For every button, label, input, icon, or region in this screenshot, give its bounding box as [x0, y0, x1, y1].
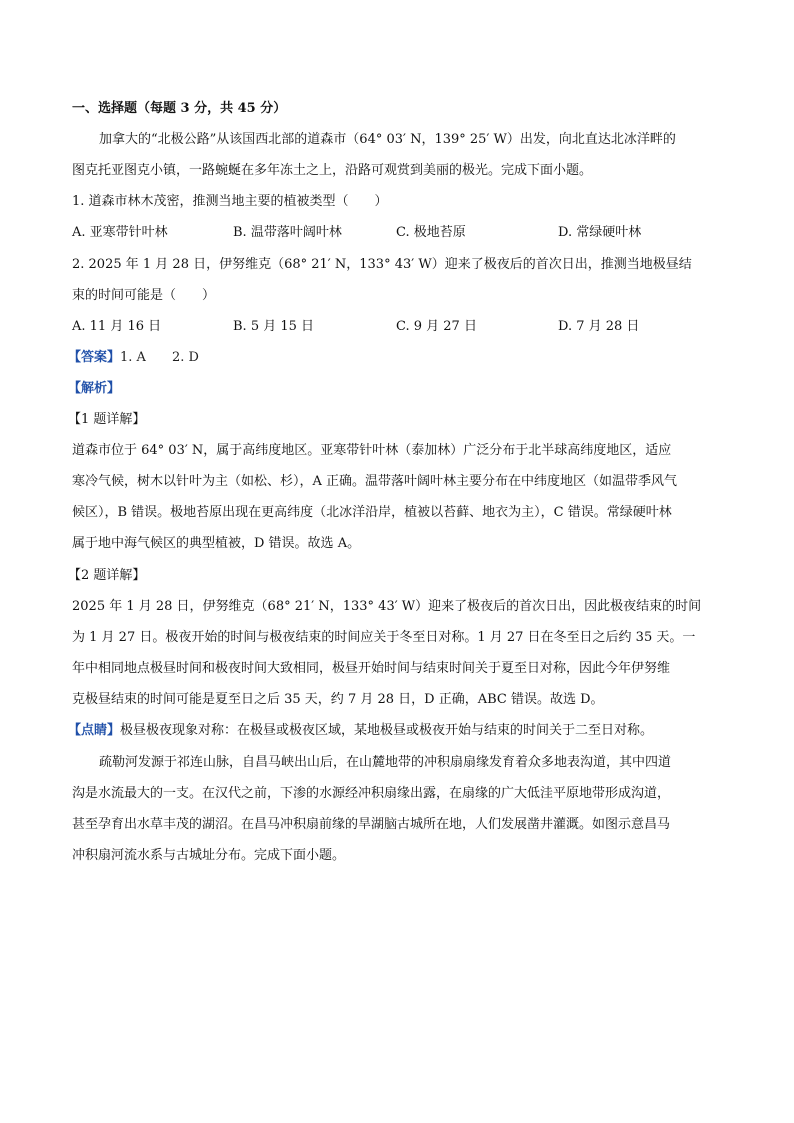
tip-text: 极昼极夜现象对称：在极昼或极夜区域，某地极昼或极夜开始与结束的时间关于二至日对称。 [120, 723, 654, 738]
detail1-label: 【1 题详解】 [68, 412, 146, 427]
detail2-line-4: 克极昼结束的时间可能是夏至日之后 35 天，约 7 月 28 日，D 正确，ABC 错误。故选 D。 [72, 692, 604, 707]
q1-option-b: B. 温带落叶阔叶林 [233, 225, 342, 240]
detail1-line-3: 候区），B 错误。极地苔原出现在更高纬度（北冰洋沿岸，植被以苔藓、地衣为主），C 错误。常绿硬叶林 [72, 505, 672, 520]
q2-stem-line-1: 2. 2025 年 1 月 28 日，伊努维克（68° 21′ N，133° 43′ W）迎来了极夜后的首次日出，推测当地极昼结 [72, 257, 692, 272]
q1-option-d: D. 常绿硬叶林 [558, 225, 642, 240]
passage2-line-2: 沟是水流最大的一支。在汉代之前，下渗的水源经冲积扇缘出露，在扇缘的广大低洼平原地带形成沟道， [72, 786, 671, 801]
detail2-line-2: 为 1 月 27 日。极夜开始的时间与极夜结束的时间应关于冬至日对称。1 月 27 日在冬至日之后约 35 天。一 [72, 630, 696, 645]
detail1-line-4: 属于地中海气候区的典型植被，D 错误。故选 A。 [72, 536, 361, 551]
q1-option-a: A. 亚寒带针叶林 [72, 225, 168, 240]
passage2-line-1: 疏勒河发源于祁连山脉，自昌马峡出山后，在山麓地带的冲积扇扇缘发育着众多地表沟道，其中四道 [99, 755, 672, 770]
q2-option-a: A. 11 月 16 日 [72, 319, 162, 334]
answer-label: 【答案】 [68, 350, 121, 365]
q1-option-c: C. 极地苔原 [396, 225, 466, 240]
detail2-line-3: 年中相同地点极昼时间和极夜时间大致相同，极昼开始时间与结束时间关于夏至日对称，因此今年伊努维 [72, 661, 671, 676]
detail2-label: 【2 题详解】 [68, 568, 146, 583]
passage1-line-1: 加拿大的“北极公路”从该国西北部的道森市（64° 03′ N，139° 25′ W）出发，向北直达北冰洋畔的 [99, 132, 676, 147]
detail2-line-1: 2025 年 1 月 28 日，伊努维克（68° 21′ N，133° 43′ W）迎来了极夜后的首次日出，因此极夜结束的时间 [72, 599, 702, 614]
tip-label: 【点睛】 [68, 723, 121, 738]
detail1-line-1: 道森市位于 64° 03′ N，属于高纬度地区。亚寒带针叶林（泰加林）广泛分布于北半球高纬度地区，适应 [72, 443, 672, 458]
answer-text: 1. A 2. D [120, 350, 199, 365]
q2-option-c: C. 9 月 27 日 [396, 319, 477, 334]
analysis-label: 【解析】 [68, 381, 121, 396]
q2-option-d: D. 7 月 28 日 [558, 319, 640, 334]
detail1-line-2: 寒冷气候，树木以针叶为主（如松、杉），A 正确。温带落叶阔叶林主要分布在中纬度地区（如温带季风气 [72, 474, 678, 489]
answer-line [68, 350, 199, 366]
q2-stem-line-2: 束的时间可能是（ ） [72, 288, 216, 303]
passage1-line-2: 图克托亚图克小镇，一路蜿蜒在多年冻土之上，沿路可观赏到美丽的极光。完成下面小题。 [72, 163, 593, 178]
q2-option-b: B. 5 月 15 日 [233, 319, 315, 334]
tip-line [68, 723, 653, 739]
passage2-line-4: 冲积扇河流水系与古城址分布。完成下面小题。 [72, 848, 346, 863]
section-header: 一、选择题（每题 3 分，共 45 分） [72, 101, 287, 116]
passage2-line-3: 甚至孕育出水草丰茂的湖沼。在昌马冲积扇前缘的旱湖脑古城所在地，人们发展凿井灌溉。如图示意昌马 [72, 817, 671, 832]
q1-stem: 1. 道森市林木茂密，推测当地主要的植被类型（ ） [72, 194, 388, 209]
